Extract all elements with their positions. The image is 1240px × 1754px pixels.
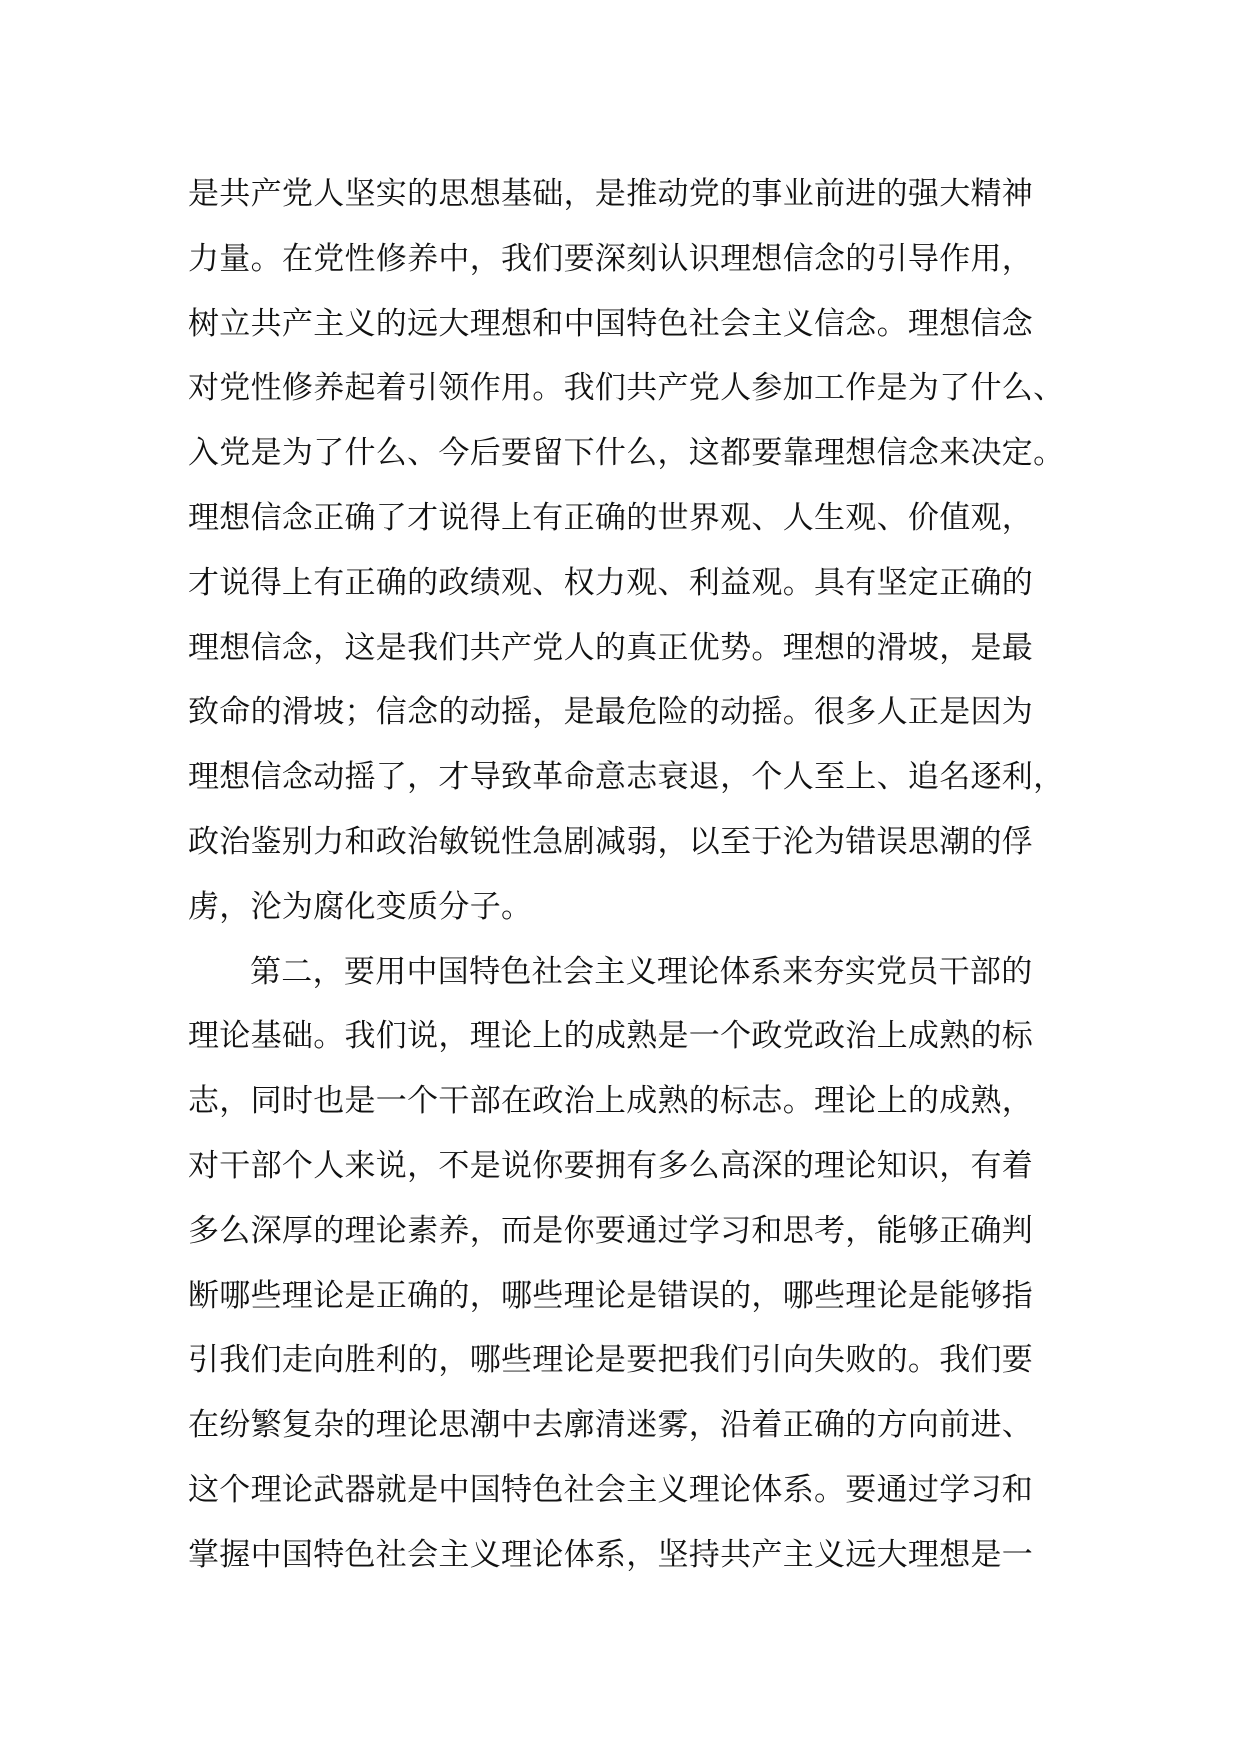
text-line: 致命的滑坡；信念的动摇，是最危险的动摇。很多人正是因为	[188, 694, 1034, 731]
text-line: 对党性修养起着引领作用。我们共产党人参加工作是为了什么、	[188, 370, 1065, 407]
text-line: 才说得上有正确的政绩观、权力观、利益观。具有坚定正确的	[188, 564, 1034, 601]
text-line: 这个理论武器就是中国特色社会主义理论体系。要通过学习和	[188, 1471, 1034, 1508]
text-line: 虏，沦为腐化变质分子。	[188, 888, 533, 925]
text-line: 多么深厚的理论素养，而是你要通过学习和思考，能够正确判	[188, 1212, 1034, 1249]
text-line: 是共产党人坚实的思想基础，是推动党的事业前进的强大精神	[188, 176, 1034, 212]
text-line: 引我们走向胜利的，哪些理论是要把我们引向失败的。我们要	[188, 1342, 1034, 1379]
text-line: 力量。在党性修养中，我们要深刻认识理想信念的引导作用，	[188, 240, 1034, 277]
text-line: 入党是为了什么、今后要留下什么，这都要靠理想信念来决定。	[188, 435, 1065, 472]
text-line: 政治鉴别力和政治敏锐性急剧减弱，以至于沦为错误思潮的俘	[188, 823, 1034, 860]
body-text	[188, 162, 1088, 1588]
text-line: 在纷繁复杂的理论思潮中去廓清迷雾，沿着正确的方向前进、	[188, 1407, 1034, 1444]
paragraph-start-line: 第二，要用中国特色社会主义理论体系来夯实党员干部的	[250, 953, 1033, 990]
text-line: 掌握中国特色社会主义理论体系，坚持共产主义远大理想是一	[188, 1536, 1034, 1573]
text-line: 理想信念动摇了，才导致革命意志衰退，个人至上、追名逐利，	[188, 759, 1065, 796]
text-line: 对干部个人来说，不是说你要拥有多么高深的理论知识，有着	[188, 1147, 1034, 1184]
text-line: 断哪些理论是正确的，哪些理论是错误的，哪些理论是能够指	[188, 1277, 1034, 1314]
text-line: 树立共产主义的远大理想和中国特色社会主义信念。理想信念	[188, 305, 1034, 342]
text-line: 志，同时也是一个干部在政治上成熟的标志。理论上的成熟，	[188, 1083, 1034, 1120]
text-line: 理想信念，这是我们共产党人的真正优势。理想的滑坡，是最	[188, 629, 1034, 666]
text-line: 理论基础。我们说，理论上的成熟是一个政党政治上成熟的标	[188, 1018, 1034, 1055]
text-line: 理想信念正确了才说得上有正确的世界观、人生观、价值观，	[188, 499, 1034, 536]
